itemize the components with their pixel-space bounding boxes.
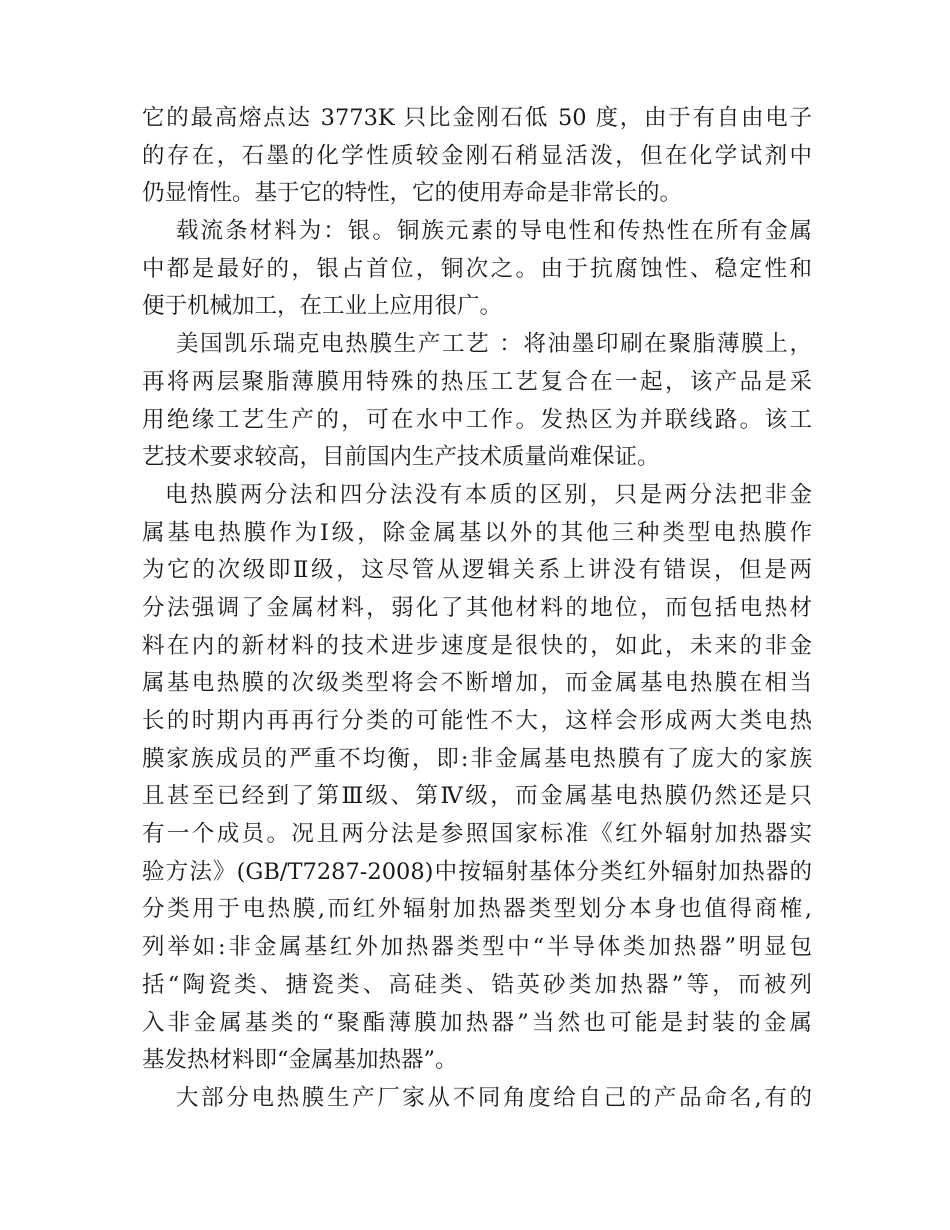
text-line: 它的最高熔点达 3773K 只比金刚石低 50 度，由于有自由电子 xyxy=(142,105,812,131)
text-line: 有一个成员。况且两分法是参照国家标准《红外辐射加热器实 xyxy=(142,821,812,848)
text-line: 为它的次级即Ⅱ级，这尽管从逻辑关系上讲没有错误，但是两 xyxy=(142,557,812,584)
text-line: 的存在，石墨的化学性质较金刚石稍显活泼，但在化学试剂中 xyxy=(142,142,812,169)
text-line: 且甚至已经到了第Ⅲ级、第Ⅳ级，而金属基电热膜仍然还是只 xyxy=(142,783,812,810)
text-line: 美国凯乐瑞克电热膜生产工艺 ：将油墨印刷在聚脂薄膜上， xyxy=(176,331,812,358)
text-line: 入非金属基类的“聚酯薄膜加热器”当然也可能是封装的金属 xyxy=(142,1009,812,1036)
text-line: 中都是最好的，银占首位，铜次之。由于抗腐蚀性、稳定性和 xyxy=(142,255,812,282)
text-line: 大部分电热膜生产厂家从不同角度给自己的产品命名,有的 xyxy=(176,1084,812,1111)
body-text xyxy=(142,100,812,1118)
text-line: 便于机械加工，在工业上应用很广。 xyxy=(142,293,503,320)
text-line: 分法强调了金属材料，弱化了其他材料的地位，而包括电热材 xyxy=(142,594,812,621)
text-line: 用绝缘工艺生产的，可在水中工作。发热区为并联线路。该工 xyxy=(142,406,812,433)
text-line: 分类用于电热膜,而红外辐射加热器类型划分本身也值得商榷, xyxy=(142,896,812,923)
text-line: 属基电热膜作为Ⅰ级，除金属基以外的其他三种类型电热膜作 xyxy=(142,519,812,546)
text-line: 基发热材料即“金属基加热器”。 xyxy=(142,1047,458,1074)
text-line: 料在内的新材料的技术进步速度是很快的，如此，未来的非金 xyxy=(142,632,812,659)
text-line: 验方法》(GB/T7287-2008)中按辐射基体分类红外辐射加热器的 xyxy=(142,858,812,885)
text-line: 膜家族成员的严重不均衡，即:非金属基电热膜有了庞大的家族 xyxy=(142,745,812,772)
text-line: 仍显惰性。基于它的特性，它的使用寿命是非常长的。 xyxy=(142,180,683,207)
text-line: 括“陶瓷类、搪瓷类、高硅类、锆英砂类加热器”等，而被列 xyxy=(142,971,812,998)
text-line: 长的时期内再再行分类的可能性不大，这样会形成两大类电热 xyxy=(142,708,812,734)
text-line: 属基电热膜的次级类型将会不断增加，而金属基电热膜在相当 xyxy=(142,670,812,697)
text-line: 载流条材料为：银。铜族元素的导电性和传热性在所有金属 xyxy=(176,218,812,245)
text-line: 列举如:非金属基红外加热器类型中“半导体类加热器”明显包 xyxy=(142,934,812,961)
text-line: 再将两层聚脂薄膜用特殊的热压工艺复合在一起，该产品是采 xyxy=(142,368,812,395)
text-line: 电热膜两分法和四分法没有本质的区别，只是两分法把非金 xyxy=(165,481,812,508)
text-line: 艺技术要求较高，目前国内生产技术质量尚难保证。 xyxy=(142,444,660,471)
